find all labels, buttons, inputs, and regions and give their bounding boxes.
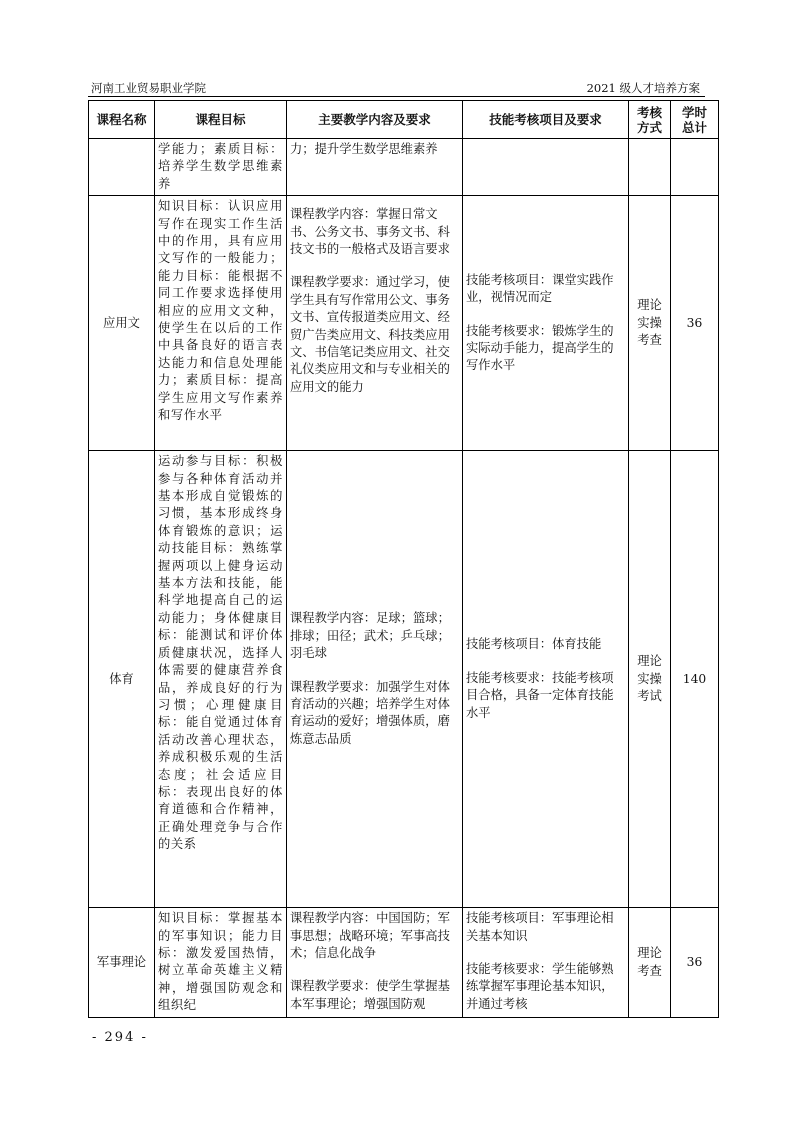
assessment-method: 理论考查 <box>629 908 671 1018</box>
header-school-name: 河南工业贸易职业学院 <box>91 81 206 95</box>
course-goal: 知识目标：掌握基本的军事知识；能力目标：激发爱国热情，树立革命英雄主义精神，增强国防观念和组织纪 <box>155 908 287 1018</box>
course-goal: 运动参与目标：积极参与各种体育活动并基本形成自觉锻炼的习惯，基本形成终身体育锻炼的意识；运动技能目标：熟练掌握两项以上健身运动基本方法和技能，能科学地提高自己的运动能力；身体健康目标：能测试和评价体质健康状况，选择人体需要的健康营养食品，养成良好的行为习惯；心理健康目标：能自觉通过体育活动改善心理状态，养成积极乐观的生活态度；社会适应目标：表现出良好的体育道德和合作精神，正确处理竞争与合作的关系 <box>155 451 287 908</box>
header-assessment-method: 考核 方式 <box>629 101 671 139</box>
header-rule <box>88 96 705 97</box>
assessment-method <box>629 139 671 196</box>
teaching-content: 课程教学内容：中国国防；军事思想；战略环境；军事高技术；信息化战争 课程教学要求：使学生掌握基本军事理论；增强国防观 <box>287 908 463 1018</box>
header-course-goal: 课程目标 <box>155 101 287 139</box>
table-row <box>89 139 719 196</box>
assessment-method: 理论实操考查 <box>629 196 671 451</box>
skill-assessment: 技能考核项目：体育技能 技能考核要求：技能考核项目合格，具备一定体育技能水平 <box>463 451 629 908</box>
header-total-hours: 学时 总计 <box>671 101 719 139</box>
table-row <box>89 908 719 1018</box>
header-teaching-content: 主要教学内容及要求 <box>287 101 463 139</box>
table-row <box>89 451 719 908</box>
course-name: 军事理论 <box>89 908 155 1018</box>
total-hours: 140 <box>671 451 719 908</box>
assessment-method: 理论实操考试 <box>629 451 671 908</box>
page-number: - 294 - <box>92 1030 148 1045</box>
header-document-title: 2021 级人才培养方案 <box>586 81 700 95</box>
table-row <box>89 196 719 451</box>
total-hours: 36 <box>671 908 719 1018</box>
skill-assessment <box>463 139 629 196</box>
curriculum-table <box>88 100 719 1018</box>
total-hours <box>671 139 719 196</box>
course-goal: 学能力；素质目标：培养学生数学思维素养 <box>155 139 287 196</box>
header-course-name: 课程名称 <box>89 101 155 139</box>
skill-assessment: 技能考核项目：课堂实践作业，视情况而定 技能考核要求：锻炼学生的实际动手能力，提高学生的写作水平 <box>463 196 629 451</box>
teaching-content: 力；提升学生数学思维素养 <box>287 139 463 196</box>
course-goal: 知识目标：认识应用写作在现实工作生活中的作用，具有应用文写作的一般能力；能力目标：能根据不同工作要求选择使用相应的应用文文种，使学生在以后的工作中具备良好的语言表达能力和信息处理能力；素质目标：提高学生应用文写作素养和写作水平 <box>155 196 287 451</box>
course-name: 体育 <box>89 451 155 908</box>
course-name: 应用文 <box>89 196 155 451</box>
teaching-content: 课程教学内容：掌握日常文书、公务文书、事务文书、科技文书的一般格式及语言要求 课程教学要求：通过学习，使学生具有写作常用公文、事务文书、宣传报道类应用文、经贸广告类应用文、科技类应用文、书信笔记类应用文、社交礼仪类应用文和与专业相关的应用文的能力 <box>287 196 463 451</box>
total-hours: 36 <box>671 196 719 451</box>
course-name <box>89 139 155 196</box>
skill-assessment: 技能考核项目：军事理论相关基本知识 技能考核要求：学生能够熟练掌握军事理论基本知识，并通过考核 <box>463 908 629 1018</box>
header-skill-assessment: 技能考核项目及要求 <box>463 101 629 139</box>
table-header-row <box>89 101 719 139</box>
teaching-content: 课程教学内容：足球；篮球；排球；田径；武术；乒乓球；羽毛球 课程教学要求：加强学生对体育活动的兴趣；培养学生对体育运动的爱好；增强体质，磨炼意志品质 <box>287 451 463 908</box>
